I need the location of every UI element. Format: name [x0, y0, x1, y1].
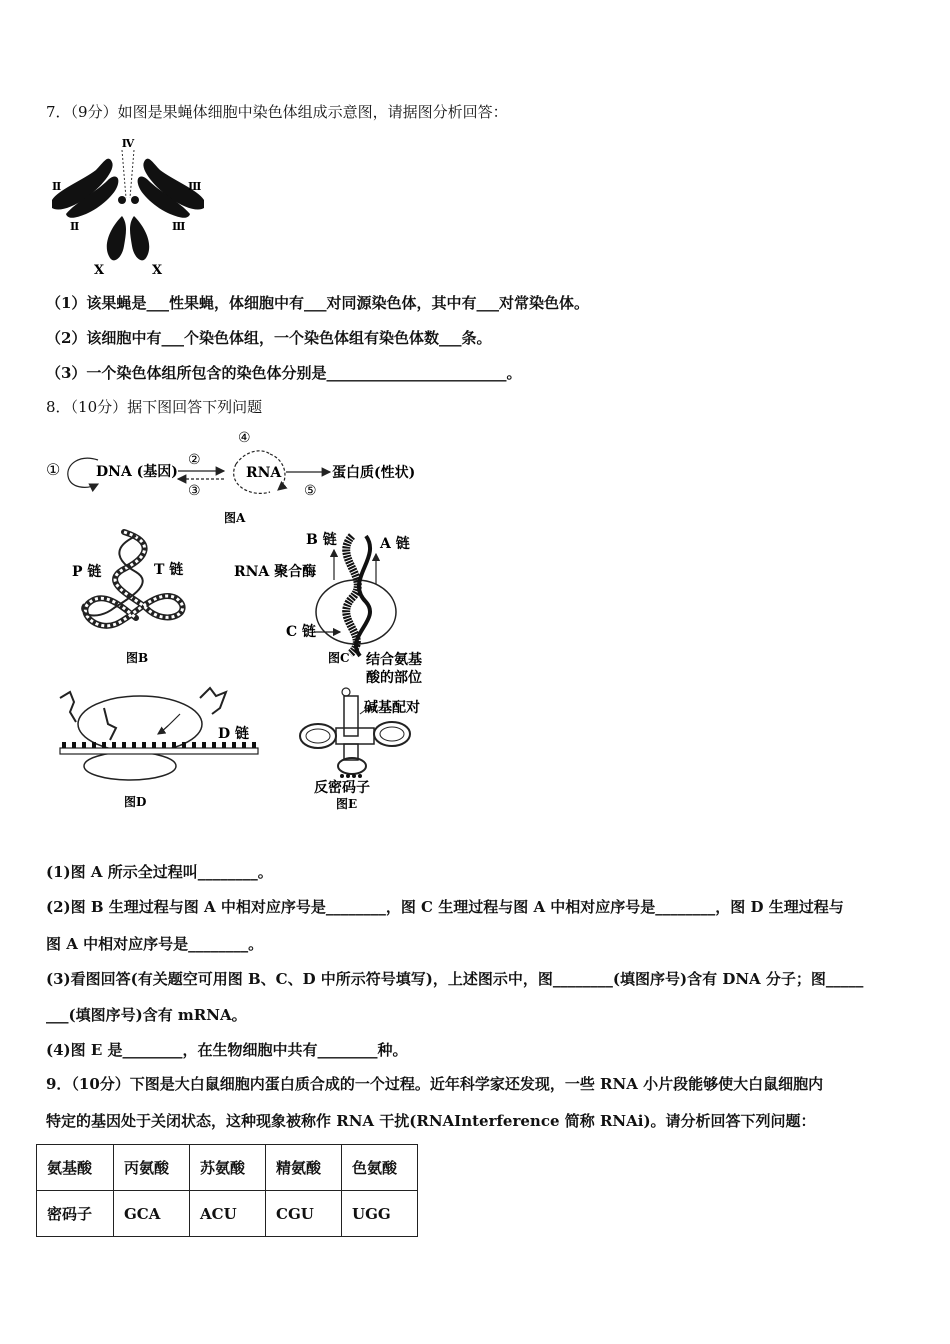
table-cell: GCA: [114, 1191, 190, 1237]
q7-chromosome-figure: [48, 132, 210, 278]
q7-sub1: （1）该果蝇是___性果蝇，体细胞中有___对同源染色体，其中有___对常染色体。: [46, 294, 589, 312]
q8-figure-d: [40, 684, 272, 812]
table-cell: ACU: [190, 1191, 266, 1237]
codon-table: [36, 1144, 418, 1237]
table-row: [37, 1191, 418, 1237]
q7-label-x-left: X: [94, 263, 105, 278]
q7-title: 7．（9分）如图是果蝇体细胞中染色体组成示意图，请据图分析回答：: [46, 103, 508, 121]
q7-sub3: （3）一个染色体组所包含的染色体分别是________________________。: [46, 364, 522, 382]
q7-label-iv: Ⅳ: [121, 137, 135, 150]
q8-sub3-line2: ___(填图序号)含有 mRNA。: [46, 1006, 247, 1024]
figC-c-strand: C 链: [286, 624, 317, 640]
q9-line1: 9．（10分）下图是大白鼠细胞内蛋白质合成的一个过程。近年科学家还发现，一些 RNA 小片段能够使大白鼠细胞内: [46, 1075, 824, 1093]
figC-b-strand: B 链: [306, 532, 337, 548]
table-row: [37, 1145, 418, 1191]
figA-circle-2: ②: [188, 452, 201, 468]
q9-line2: 特定的基因处于关闭状态，这种现象被称作 RNA 干扰(RNAInterference 简称 RNAi)。请分析回答下列问题：: [46, 1112, 816, 1130]
q8-figure-a: [40, 424, 440, 528]
figA-caption: 图A: [224, 511, 246, 525]
figA-rna: RNA: [246, 465, 282, 481]
figA-circle-4: ④: [238, 430, 251, 446]
table-cell: 精氨酸: [266, 1145, 342, 1191]
q8-sub2-line2: 图 A 中相对应序号是________。: [46, 935, 264, 953]
figB-caption: 图B: [126, 651, 149, 665]
q7-label-iii-right: Ⅲ: [188, 180, 202, 193]
figE-caption: 图E: [336, 797, 358, 811]
figE-binding-site-2: 酸的部位: [366, 670, 422, 686]
figC-rna-polymerase: RNA 聚合酶: [234, 564, 317, 580]
table-cell: 色氨酸: [342, 1145, 418, 1191]
q8-figure-b: [66, 528, 206, 670]
q8-sub2-line1: (2)图 B 生理过程与图 A 中相对应序号是________，图 C 生理过程与图 A 中相对应序号是________，图 D 生理过程与: [46, 898, 844, 916]
q7-label-iii-inner: Ⅲ: [172, 220, 186, 233]
table-cell: UGG: [342, 1191, 418, 1237]
figA-protein: 蛋白质(性状): [332, 465, 416, 481]
figD-caption: 图D: [124, 795, 147, 809]
figA-dna: DNA (基因): [96, 464, 178, 480]
figE-binding-site-1: 结合氨基: [366, 652, 422, 668]
q8-sub4: (4)图 E 是________，在生物细胞中共有________种。: [46, 1041, 408, 1059]
table-cell: 苏氨酸: [190, 1145, 266, 1191]
figE-anticodon: 反密码子: [314, 780, 370, 796]
table-cell: 密码子: [37, 1191, 114, 1237]
table-cell: 丙氨酸: [114, 1145, 190, 1191]
figB-t-strand: T 链: [154, 562, 184, 578]
q8-figure-e: [296, 648, 446, 814]
figD-d-strand: D 链: [218, 726, 250, 742]
figA-circle-1: ①: [46, 460, 61, 479]
q7-label-x-right: X: [152, 263, 163, 278]
q7-sub2: （2）该细胞中有___个染色体组，一个染色体组有染色体数___条。: [46, 329, 492, 347]
q8-sub3-line1: (3)看图回答(有关题空可用图 B、C、D 中所示符号填写)，上述图示中，图________(填图序号)含有 DNA 分子；图_____: [46, 970, 864, 988]
chromosome-x-left: [107, 216, 126, 260]
q8-title: 8．（10分）据下图回答下列问题: [46, 398, 263, 416]
figC-a-strand: A 链: [380, 536, 410, 552]
q7-label-ii-left: Ⅱ: [52, 180, 62, 193]
figE-base-pairing: 碱基配对: [364, 700, 420, 716]
table-cell: 氨基酸: [37, 1145, 114, 1191]
figC-caption: 图C: [328, 651, 350, 665]
table-cell: CGU: [266, 1191, 342, 1237]
q7-label-ii-inner: Ⅱ: [70, 220, 80, 233]
figA-circle-3: ③: [188, 483, 201, 499]
q8-sub1: (1)图 A 所示全过程叫________。: [46, 863, 273, 881]
chromosome-x-right: [130, 216, 149, 260]
figB-p-strand: P 链: [72, 564, 102, 580]
figA-circle-5: ⑤: [304, 483, 317, 499]
